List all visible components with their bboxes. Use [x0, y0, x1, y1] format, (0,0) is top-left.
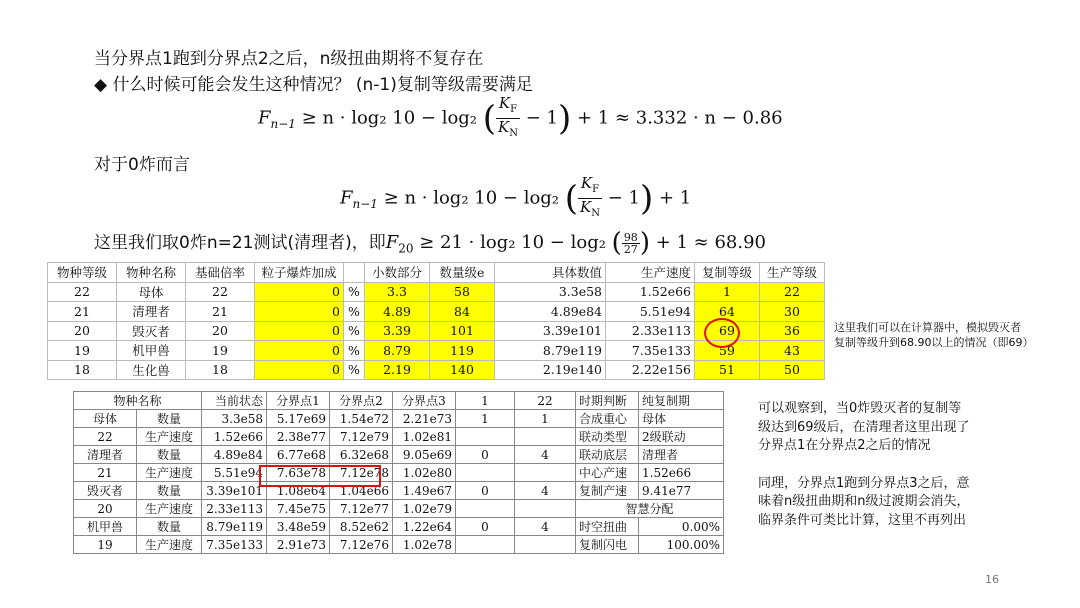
- formula-1-tail: − 1: [519, 107, 558, 129]
- cell: 1.02e79: [393, 500, 456, 518]
- table-row: [48, 360, 825, 380]
- cell: 7.12e79: [330, 428, 393, 446]
- cell: [515, 428, 576, 446]
- table-row: [74, 428, 724, 446]
- cell: 0: [456, 446, 515, 464]
- formula-2-tail: − 1: [601, 187, 640, 209]
- note-2-line: 同理，分界点1跑到分界点3之后，意: [758, 475, 970, 491]
- cell: 22: [186, 282, 255, 302]
- page-number: 16: [985, 573, 999, 586]
- header-cell: 生产速度: [606, 263, 695, 283]
- formula-2-mid: ≥ n · log₂ 10 − log₂: [377, 187, 565, 209]
- formula-1-lhs-sub: n−1: [270, 117, 296, 132]
- test-line-mid: ≥ 21 · log₂ 10 − log₂: [413, 232, 612, 253]
- cell: %: [344, 321, 365, 341]
- cell: 生化兽: [117, 360, 186, 380]
- note-2: [758, 400, 970, 530]
- note-1: [834, 320, 1034, 350]
- calculator-table: [73, 391, 724, 554]
- note-1-line: 这里我们可以在计算器中，模拟毁灭者: [834, 321, 1021, 334]
- cell: %: [344, 360, 365, 380]
- side-label: 时期判断: [576, 392, 639, 410]
- side-value: 2级联动: [639, 428, 724, 446]
- cell: %: [344, 282, 365, 302]
- line-for-0: 对于0炸而言: [94, 155, 190, 175]
- cell: 21: [48, 302, 117, 322]
- cell: 2.19e140: [495, 360, 606, 380]
- cell: 101: [430, 321, 495, 341]
- cell: 4: [515, 446, 576, 464]
- cell: 0: [456, 482, 515, 500]
- cell: 1.54e72: [330, 410, 393, 428]
- cell: 生产速度: [137, 464, 202, 482]
- table-header-row: [74, 392, 724, 410]
- cell: 0: [255, 360, 344, 380]
- cell: 机甲兽: [117, 341, 186, 361]
- cell: [456, 428, 515, 446]
- cell: 51: [695, 360, 760, 380]
- header-cell: 22: [515, 392, 576, 410]
- cell: 2.22e156: [606, 360, 695, 380]
- cell: 3.39e101: [495, 321, 606, 341]
- cell: 119: [430, 341, 495, 361]
- side-value: 清理者: [639, 446, 724, 464]
- cell: 1.08e64: [267, 482, 330, 500]
- cell: 8.79e119: [495, 341, 606, 361]
- cell: 8.79: [365, 341, 430, 361]
- cell: 2.19: [365, 360, 430, 380]
- header-cell: 1: [456, 392, 515, 410]
- side-label: 复制产速: [576, 482, 639, 500]
- cell: 6.77e68: [267, 446, 330, 464]
- cell: 22: [48, 282, 117, 302]
- header-cell: 分界点3: [393, 392, 456, 410]
- cell: 8.79e119: [202, 518, 267, 536]
- wisdom-allocation-label: 智慧分配: [576, 500, 724, 518]
- note-2-line: 味着n级扭曲期和n级过渡期会消失，: [758, 494, 970, 509]
- side-label: 时空扭曲: [576, 518, 639, 536]
- species-level: 20: [74, 500, 137, 518]
- species-name: 毁灭者: [74, 482, 137, 500]
- cell: %: [344, 341, 365, 361]
- cell: 8.52e62: [330, 518, 393, 536]
- cell: 7.45e75: [267, 500, 330, 518]
- cell: 2.33e113: [606, 321, 695, 341]
- species-name: 母体: [74, 410, 137, 428]
- cell: 2.91e73: [267, 536, 330, 554]
- cell: 毁灭者: [117, 321, 186, 341]
- cell: 1.02e81: [393, 428, 456, 446]
- table-row: [48, 341, 825, 361]
- cell: 生产速度: [137, 500, 202, 518]
- species-table: [47, 262, 825, 380]
- table-row: [74, 446, 724, 464]
- species-level: 21: [74, 464, 137, 482]
- cell: 3.48e59: [267, 518, 330, 536]
- cell: 0: [255, 282, 344, 302]
- side-value: 1.52e66: [639, 464, 724, 482]
- cell: 0: [255, 302, 344, 322]
- test-line-fraction: $\frac{98}{27}$: [623, 230, 638, 256]
- cell: 3.3: [365, 282, 430, 302]
- cell: 36: [760, 321, 825, 341]
- cell: 生产速度: [137, 536, 202, 554]
- cell: 7.35e133: [606, 341, 695, 361]
- header-cell: 小数部分: [365, 263, 430, 283]
- cell: 1: [456, 410, 515, 428]
- cell: 0: [255, 321, 344, 341]
- cell: 1.52e66: [202, 428, 267, 446]
- formula-1: $F_{n-1} \ge n \cdot \log_2$ 10 − log₂ ( $\frac{K_F}{K_N}$ − 1) + 1 ≈ 3.332 · n − 0.86: [258, 95, 783, 142]
- cell: 6.32e68: [330, 446, 393, 464]
- cell: %: [344, 302, 365, 322]
- table-row: [74, 518, 724, 536]
- cell: [456, 536, 515, 554]
- table-row: [74, 464, 724, 482]
- cell: [456, 500, 515, 518]
- header-cell: 分界点1: [267, 392, 330, 410]
- cell: 1.02e78: [393, 536, 456, 554]
- cell: 数量: [137, 518, 202, 536]
- cell: 3.39e101: [202, 482, 267, 500]
- cell: 43: [760, 341, 825, 361]
- formula-2-lhs: F: [340, 187, 353, 209]
- side-value: 0.00%: [639, 518, 724, 536]
- cell: 50: [760, 360, 825, 380]
- note-2-line: 分界点1在分界点2之后的情况: [758, 438, 931, 453]
- table-row: [74, 482, 724, 500]
- cell: 数量: [137, 410, 202, 428]
- cell: 3.3e58: [495, 282, 606, 302]
- test-line: 这里我们取0炸n=21测试(清理者)，即$F_{20} \ge 21 \cdot \log_2$ 10 − log₂ ( $\frac{98}{27}$ ) + 1 ≈ 68.90: [94, 228, 767, 258]
- cell: 5.51e94: [202, 464, 267, 482]
- cell: 4.89e84: [495, 302, 606, 322]
- cell: 1.52e66: [606, 282, 695, 302]
- side-label: 复制闪电: [576, 536, 639, 554]
- cell: 3.39: [365, 321, 430, 341]
- formula-1-fraction: $\frac{K_F}{K_N}$: [498, 94, 518, 139]
- cell: 2.21e73: [393, 410, 456, 428]
- cell: 5.51e94: [606, 302, 695, 322]
- replication-level-highlight: 69: [695, 321, 760, 341]
- cell: 140: [430, 360, 495, 380]
- header-cell: 粒子爆炸加成: [255, 263, 344, 283]
- table-header-row: [48, 263, 825, 283]
- highlight-box: [259, 465, 381, 487]
- header-cell: 数量级e: [430, 263, 495, 283]
- cell: 1: [515, 410, 576, 428]
- species-name: 机甲兽: [74, 518, 137, 536]
- side-label: 联动底层: [576, 446, 639, 464]
- formula-2-fraction: $\frac{K_F}{K_N}$: [580, 174, 600, 219]
- note-2-line: 临界条件可类比计算，这里不再列出: [758, 512, 967, 528]
- cell: 4: [515, 518, 576, 536]
- cell: 4: [515, 482, 576, 500]
- side-value: 纯复制期: [639, 392, 724, 410]
- table-row: [48, 302, 825, 322]
- cell: 59: [695, 341, 760, 361]
- side-label: 合成重心: [576, 410, 639, 428]
- table-row: [74, 410, 724, 428]
- side-value: 100.00%: [639, 536, 724, 554]
- cell: [515, 464, 576, 482]
- cell: 19: [48, 341, 117, 361]
- cell: 18: [186, 360, 255, 380]
- cell: 清理者: [117, 302, 186, 322]
- cell: 30: [760, 302, 825, 322]
- heading-line: 当分界点1跑到分界点2之后，n级扭曲期将不复存在: [94, 49, 484, 69]
- cell: 58: [430, 282, 495, 302]
- cell: [515, 536, 576, 554]
- header-cell: 物种等级: [48, 263, 117, 283]
- cell: 2.33e113: [202, 500, 267, 518]
- cell: 1.04e66: [330, 482, 393, 500]
- cell: 4.89e84: [202, 446, 267, 464]
- test-line-lhs: F: [385, 232, 399, 253]
- cell: 7.12e77: [330, 500, 393, 518]
- cell: 1.22e64: [393, 518, 456, 536]
- side-value: 母体: [639, 410, 724, 428]
- cell: 7.35e133: [202, 536, 267, 554]
- species-level: 22: [74, 428, 137, 446]
- cell: 1: [695, 282, 760, 302]
- cell: 数量: [137, 482, 202, 500]
- cell: 1.02e80: [393, 464, 456, 482]
- cell: 64: [695, 302, 760, 322]
- table-row: [48, 282, 825, 302]
- cell: [515, 500, 576, 518]
- header-cell: 复制等级: [695, 263, 760, 283]
- cell: 20: [186, 321, 255, 341]
- header-cell: 具体数值: [495, 263, 606, 283]
- header-cell: [344, 263, 365, 283]
- table-row: [74, 536, 724, 554]
- cell: [456, 464, 515, 482]
- highlight-circle: [704, 318, 740, 348]
- header-cell: 分界点2: [330, 392, 393, 410]
- test-line-text: 这里我们取0炸n=21测试(清理者)，即: [94, 233, 386, 253]
- header-cell: 物种名称: [117, 263, 186, 283]
- bullet-line: ◆ 什么时候可能会发生这种情况？ (n-1)复制等级需要满足: [94, 75, 533, 95]
- test-line-end: + 1 ≈ 68.90: [649, 232, 767, 253]
- note-2-line: 可以观察到，当0炸毁灭者的复制等: [758, 401, 962, 416]
- boundary-1-speed: 7.63e78: [267, 464, 330, 482]
- cell: 3.3e58: [202, 410, 267, 428]
- cell: 18: [48, 360, 117, 380]
- cell: 21: [186, 302, 255, 322]
- cell: 1.49e67: [393, 482, 456, 500]
- cell: 7.12e76: [330, 536, 393, 554]
- cell: 5.17e69: [267, 410, 330, 428]
- note-1-line: 复制等级升到68.90以上的情况（即69）: [834, 336, 1034, 349]
- test-line-lhs-sub: 20: [398, 241, 414, 256]
- side-value: 9.41e77: [639, 482, 724, 500]
- header-cell: 物种名称: [74, 392, 202, 410]
- cell: 84: [430, 302, 495, 322]
- side-label: 中心产速: [576, 464, 639, 482]
- formula-2: $F_{n-1} \ge n \cdot \log_2$ 10 − log₂ ( $\frac{K_F}{K_N}$ − 1) + 1: [340, 175, 691, 222]
- cell: 0: [456, 518, 515, 536]
- cell: 生产速度: [137, 428, 202, 446]
- side-label: 联动类型: [576, 428, 639, 446]
- boundary-2-speed: 7.12e78: [330, 464, 393, 482]
- cell: 22: [760, 282, 825, 302]
- species-level: 19: [74, 536, 137, 554]
- cell: 4.89: [365, 302, 430, 322]
- formula-1-end: + 1 ≈ 3.332 · n − 0.86: [571, 107, 783, 129]
- cell: 2.38e77: [267, 428, 330, 446]
- header-cell: 当前状态: [202, 392, 267, 410]
- formula-2-end: + 1: [653, 187, 692, 209]
- table-row: [74, 500, 724, 518]
- note-2-line: 级达到69级后，在清理者这里出现了: [758, 419, 970, 435]
- cell: 20: [48, 321, 117, 341]
- cell: 0: [255, 341, 344, 361]
- cell: 数量: [137, 446, 202, 464]
- header-cell: 生产等级: [760, 263, 825, 283]
- cell: 19: [186, 341, 255, 361]
- formula-2-lhs-sub: n−1: [352, 197, 378, 212]
- header-cell: 基础倍率: [186, 263, 255, 283]
- cell: 母体: [117, 282, 186, 302]
- cell: 9.05e69: [393, 446, 456, 464]
- species-name: 清理者: [74, 446, 137, 464]
- formula-1-lhs: F: [258, 107, 271, 129]
- formula-1-mid: ≥ n · log₂ 10 − log₂: [295, 107, 483, 129]
